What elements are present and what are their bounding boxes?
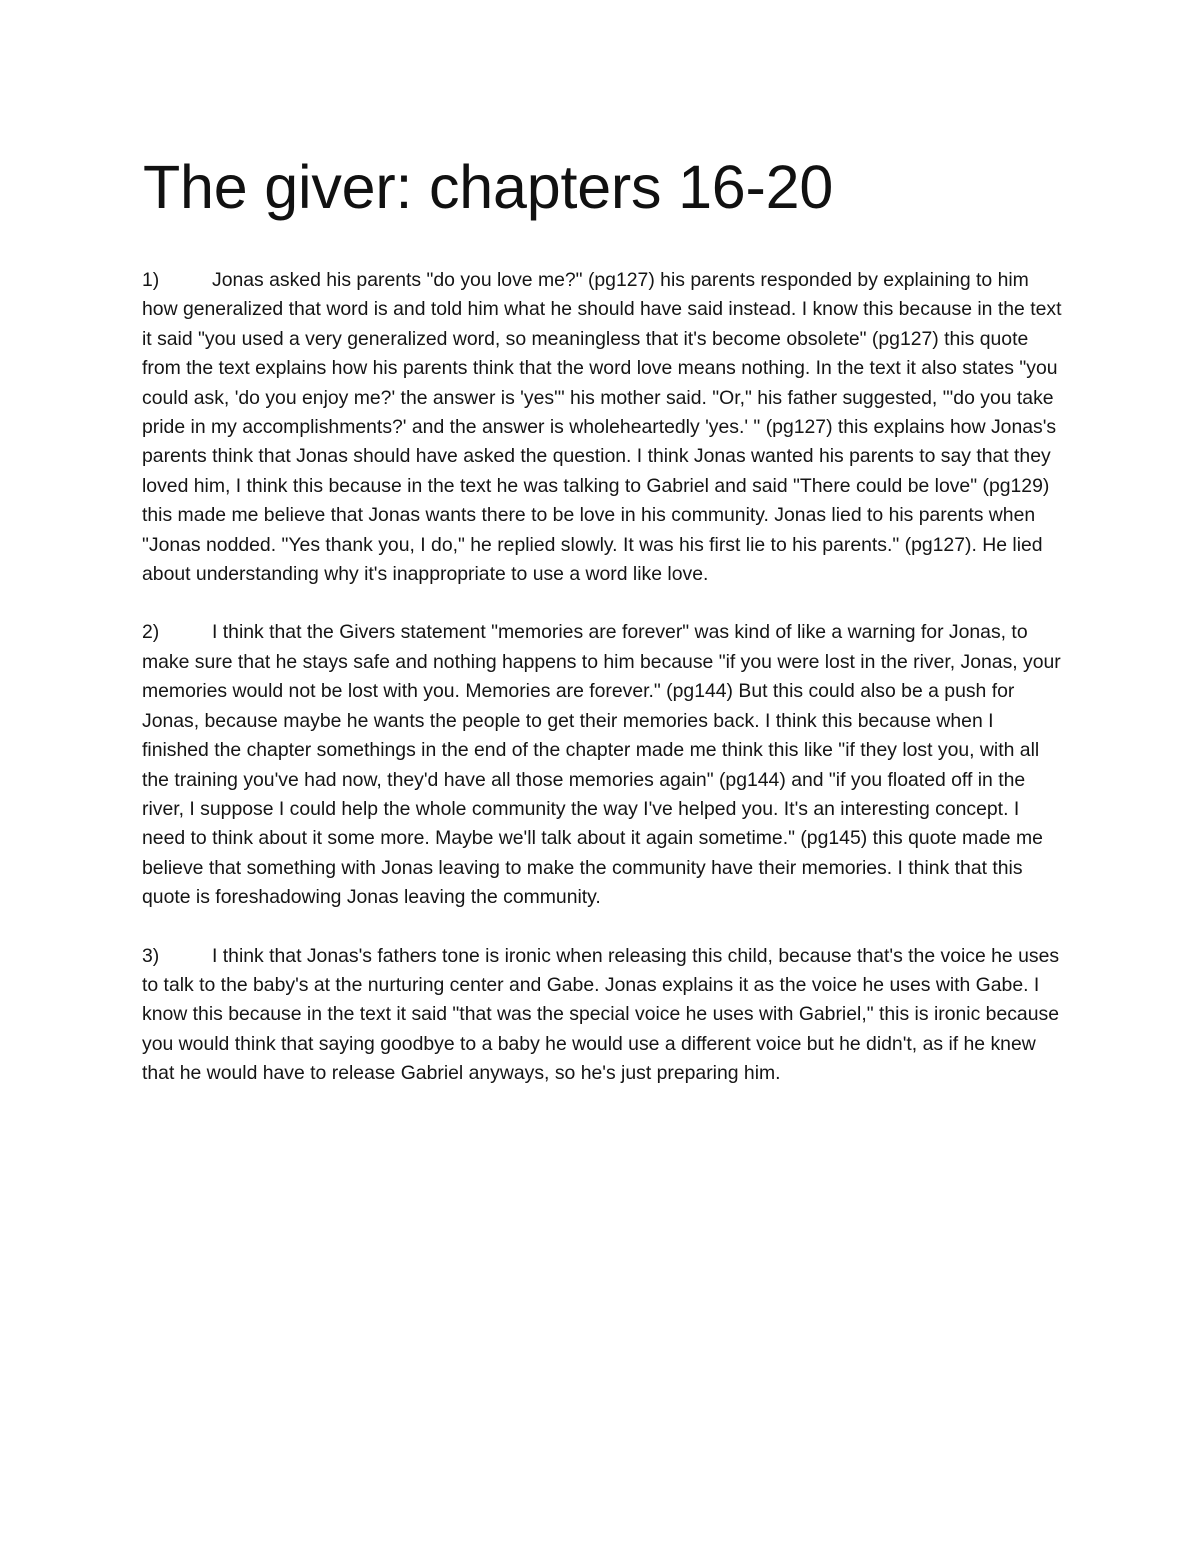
answers-list — [142, 266, 1062, 1118]
answer-number: 1) — [142, 269, 160, 291]
answer-2 — [142, 618, 1062, 912]
answer-number: 2) — [142, 621, 160, 644]
document-title: The giver: chapters 16-20 — [143, 153, 834, 221]
answer-text: I think that the Givers statement "memories are forever" was kind of like a warning for Jonas, to make sure that he stays safe and nothing happens to him because "if you were lost in the river, Jonas, your memories would not be lost with you. Memories are forever." (pg144) But this could also be a push for Jonas, because maybe he wants the people to get their memories back. I think this because when I finished the chapter somethings in the end of the chapter made me think this like "if they lost you, with all the training you've had now, they'd have all those memories again" (pg144) and "if you floated off in the river, I suppose I could help the whole community the way I've helped you. It's an interesting concept. I need to think about it some more. Maybe we'll talk about it again sometime." (pg145) this quote made me believe that something with Jonas leaving to make the community have their memories. I think that this quote is foreshadowing Jonas leaving the community. — [142, 621, 1061, 909]
answer-text: Jonas asked his parents "do you love me?" (pg127) his parents responded by explaining to him how generalized that word is and told him what he should have said instead. I know this because in the text it said "you used a very generalized word, so meaningless that it's become obsolete" (pg127) this quote from the text explains how his parents think that the word love means nothing. In the text it also states "you could ask, 'do you enjoy me?' the answer is 'yes'" his mother said. "Or," his father suggested, "'do you take pride in my accomplishments?' and the answer is wholeheartedly 'yes.' " (pg127) this explains how Jonas's parents think that Jonas should have asked the question. I think Jonas wanted his parents to say that they loved him, I think this because in the text he was talking to Gabriel and said "There could be love" (pg129) this made me believe that Jonas wants there to be love in his community. Jonas lied to his parents when "Jonas nodded. "Yes thank you, I do," he replied slowly. It was his first lie to his parents." (pg127). He lied about understanding why it's inappropriate to use a word like love. — [142, 269, 1062, 586]
answer-number: 3) — [142, 944, 160, 967]
answer-text: I think that Jonas's fathers tone is ironic when releasing this child, because that's the voice he uses to talk to the baby's at the nurturing center and Gabe. Jonas explains it as the voice he uses with Gabe. I know this because in the text it said "that was the special voice he uses with Gabriel," this is ironic because you would think that saying goodbye to a baby he would use a different voice but he didn't, as if he knew that he would have to release Gabriel anyways, so he's just preparing him. — [142, 944, 1060, 1085]
answer-1 — [142, 266, 1062, 589]
answer-3 — [142, 942, 1062, 1089]
